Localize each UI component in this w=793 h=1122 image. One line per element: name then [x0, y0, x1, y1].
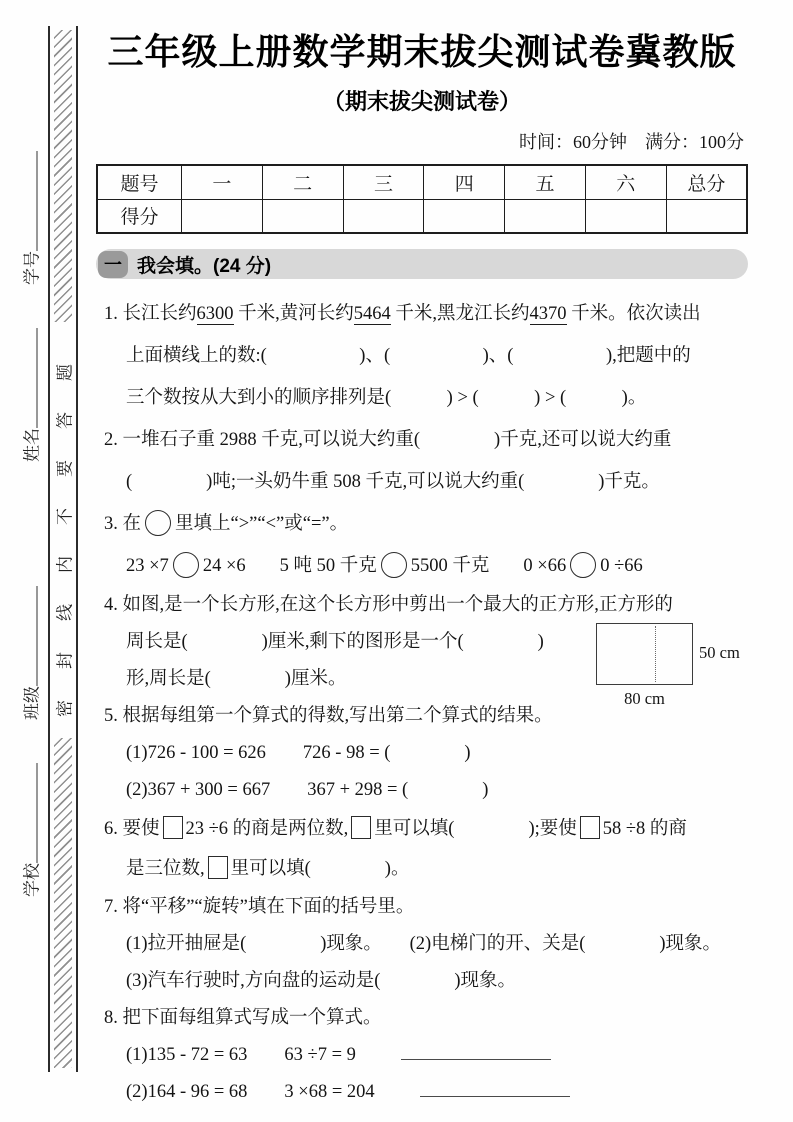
question-6-line-1	[96, 809, 748, 849]
expression-text: (1)135 - 72 = 63 63 ÷7 = 9	[126, 1045, 356, 1065]
diagram-height-label: 50 cm	[699, 643, 740, 662]
question-1-line-2: 上面横线上的数:( )、( )、( ),把题中的	[126, 346, 691, 366]
question-text: 将“平移”“旋转”填在下面的括号里。	[122, 897, 415, 917]
question-7	[96, 889, 748, 1000]
question-7-items-1-2: (1)拉开抽屉是( )现象。 (2)电梯门的开、关是( )现象。	[126, 934, 722, 954]
comparison-circle	[570, 552, 596, 578]
answer-blank-line	[420, 1079, 570, 1098]
question-1	[96, 293, 748, 419]
question-4	[96, 587, 748, 708]
question-8-item-1	[96, 1037, 748, 1074]
expression-text: 23 ×7	[126, 556, 169, 576]
score-table-corner-cell: 题号	[97, 165, 182, 199]
hatch-bottom-decoration	[54, 738, 72, 1068]
student-id-label	[18, 151, 43, 285]
section-header-bar	[96, 249, 748, 279]
question-8-item-2	[96, 1074, 748, 1111]
score-column-header-4: 四	[424, 165, 505, 199]
question-number: 8.	[104, 1008, 118, 1028]
comparison-circle	[381, 552, 407, 578]
comparison-circle	[173, 552, 199, 578]
seal-line-column	[48, 26, 78, 1072]
score-cell	[343, 199, 424, 233]
expression-text: 5500 千克	[410, 556, 490, 576]
answer-blank-line	[401, 1042, 551, 1061]
score-column-header-total: 总分	[666, 165, 747, 199]
score-row-label: 得分	[97, 199, 182, 233]
question-4-line-2: 周长是( )厘米,剩下的图形是一个( )	[126, 632, 544, 652]
score-table-score-row	[97, 199, 747, 233]
main-content	[96, 0, 748, 1111]
question-5-item-2: (2)367 + 300 = 667 367 + 298 = ( )	[126, 780, 489, 800]
school-label-text: 学校	[22, 863, 42, 897]
name-label	[18, 328, 43, 462]
section-title: 我会填。(24 分)	[137, 255, 272, 277]
expression-text: (2)164 - 96 = 68 3 ×68 = 204	[126, 1082, 375, 1102]
question-3-line-2	[96, 545, 748, 587]
question-text: 长江长约	[122, 304, 197, 324]
question-text: 千米。依次读出	[566, 304, 701, 324]
question-number: 1.	[104, 304, 118, 324]
question-7-line-1	[96, 889, 748, 926]
question-6	[96, 809, 748, 889]
question-text: 根据每组第一个算式的得数,写出第二个算式的结果。	[122, 706, 553, 726]
digit-box	[580, 816, 600, 839]
diagram-width-label: 80 cm	[624, 689, 665, 708]
score-table	[96, 164, 748, 234]
school-label	[18, 763, 43, 897]
score-column-header-1: 一	[182, 165, 263, 199]
question-text: 里可以填( );要使	[374, 819, 577, 839]
question-number: 3.	[104, 514, 118, 534]
question-number: 4.	[104, 595, 118, 615]
question-7-item-3: (3)汽车行驶时,方向盘的运动是( )现象。	[126, 971, 517, 991]
rectangle-shape	[596, 623, 693, 685]
expression-text: 0 ×66	[523, 556, 567, 576]
expression-text: 0 ÷66	[600, 556, 643, 576]
school-blank-line	[21, 763, 38, 863]
comparison-circle	[145, 510, 171, 536]
question-5-line-1	[96, 698, 748, 735]
student-id-label-text: 学号	[22, 251, 42, 285]
underlined-number: 6300	[196, 304, 234, 324]
question-2	[96, 419, 748, 503]
score-cell	[666, 199, 747, 233]
expression-text: 5 吨 50 千克	[279, 556, 377, 576]
exam-time-score-info: 时间：60分钟 满分：100分	[519, 132, 744, 152]
question-text: 里填上“>”“<”或“=”。	[175, 514, 349, 534]
question-number: 6.	[104, 819, 118, 839]
expression-text: 24 ×6	[202, 556, 246, 576]
question-2-line-1	[96, 419, 748, 461]
question-text: 一堆石子重 2988 千克,可以说大约重( )千克,还可以说大约重	[122, 430, 672, 450]
question-text: 如图,是一个长方形,在这个长方形中剪出一个最大的正方形,正方形的	[122, 595, 673, 615]
score-column-header-6: 六	[585, 165, 666, 199]
question-text: 58 ÷8 的商	[602, 819, 687, 839]
question-2-line-2: ( )吨;一头奶牛重 508 千克,可以说大约重( )千克。	[126, 472, 660, 492]
question-3	[96, 503, 748, 587]
score-table-header-row	[97, 165, 747, 199]
hatch-top-decoration	[54, 30, 72, 322]
question-text: 是三位数,	[126, 859, 205, 879]
dashed-cut-line	[655, 626, 656, 682]
underlined-number: 5464	[353, 304, 391, 324]
question-text: 千米,黄河长约	[233, 304, 354, 324]
class-blank-line	[21, 586, 38, 686]
question-number: 2.	[104, 430, 118, 450]
question-5	[96, 698, 748, 809]
question-4-line-1	[96, 587, 748, 624]
digit-box	[208, 856, 228, 879]
question-number: 7.	[104, 897, 118, 917]
question-4-line-3: 形,周长是( )厘米。	[126, 669, 347, 689]
paper-subtitle: （期末拔尖测试卷）	[322, 89, 521, 114]
question-8-line-1	[96, 1000, 748, 1037]
question-5-item-1: (1)726 - 100 = 626 726 - 98 = ( )	[126, 743, 471, 763]
question-1-line-1	[96, 293, 748, 335]
score-cell	[262, 199, 343, 233]
section-number-badge: 一	[98, 251, 128, 278]
name-blank-line	[21, 328, 38, 428]
score-cell	[585, 199, 666, 233]
score-cell	[505, 199, 586, 233]
question-text: 千米,黑龙江长约	[390, 304, 530, 324]
question-number: 5.	[104, 706, 118, 726]
question-text: 要使	[122, 819, 160, 839]
score-column-header-2: 二	[262, 165, 343, 199]
digit-box	[163, 816, 183, 839]
question-list	[96, 293, 748, 1111]
score-column-header-3: 三	[343, 165, 424, 199]
name-label-text: 姓名	[22, 428, 42, 462]
class-label	[18, 586, 43, 720]
class-label-text: 班级	[22, 686, 42, 720]
student-id-blank-line	[21, 151, 38, 251]
question-text: 在	[122, 514, 142, 534]
score-column-header-5: 五	[505, 165, 586, 199]
seal-line-text: 密封线内不要答题	[55, 333, 75, 717]
question-text: 23 ÷6 的商是两位数,	[185, 819, 349, 839]
question-1-line-3: 三个数按从大到小的顺序排列是( ) > ( ) > ( )。	[126, 388, 647, 408]
score-cell	[424, 199, 505, 233]
question-text: 把下面每组算式写成一个算式。	[122, 1008, 382, 1028]
question-8	[96, 1000, 748, 1111]
question-text: 里可以填( )。	[230, 859, 410, 879]
score-cell	[182, 199, 263, 233]
question-6-line-2	[96, 849, 748, 889]
digit-box	[351, 816, 371, 839]
question-3-line-1	[96, 503, 748, 545]
underlined-number: 4370	[529, 304, 567, 324]
paper-title: 三年级上册数学期末拔尖测试卷冀教版	[107, 31, 737, 72]
